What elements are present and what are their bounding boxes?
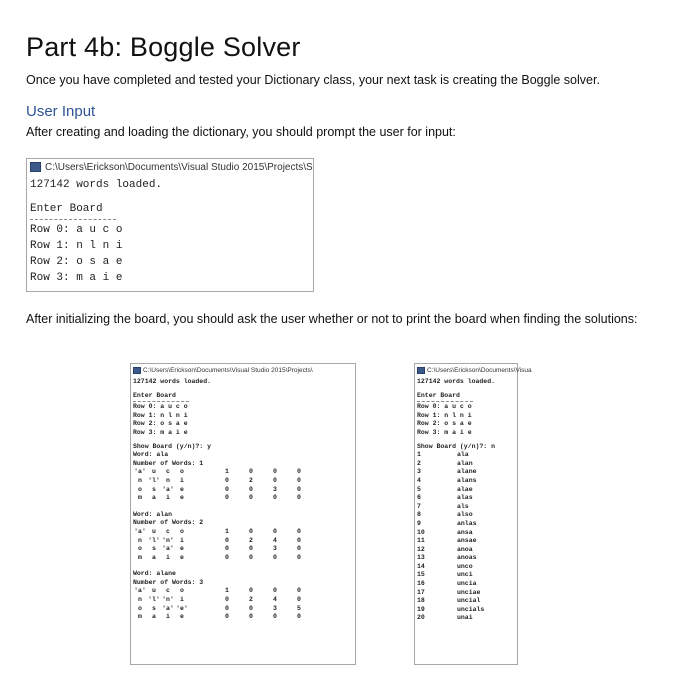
solution-row xyxy=(417,546,515,555)
board-cell: c xyxy=(166,527,170,535)
board-cell: u xyxy=(152,587,156,595)
solution-row xyxy=(417,614,515,623)
solution-number: 15 xyxy=(417,571,425,579)
divider xyxy=(133,401,189,402)
solution-word: alans xyxy=(457,476,477,484)
board-cell: u xyxy=(152,468,156,476)
board-row: Row 1: n l n i xyxy=(417,411,472,419)
solution-word: anoas xyxy=(457,554,477,562)
board-cell: n xyxy=(138,596,142,604)
path-order-cell: 0 xyxy=(249,527,253,535)
board-cell: e xyxy=(180,485,184,493)
path-order-cell: 0 xyxy=(225,494,229,502)
solution-number: 8 xyxy=(417,511,421,519)
loaded-message: 127142 words loaded. xyxy=(30,179,163,191)
solution-row xyxy=(417,606,515,615)
board-cell: i xyxy=(166,613,170,621)
loaded-message: 127142 words loaded. xyxy=(133,378,212,385)
path-order-cell: 0 xyxy=(225,545,229,553)
board-cell: 'a' xyxy=(162,485,174,493)
board-grid-row xyxy=(133,468,353,477)
board-cell: m xyxy=(138,494,142,502)
path-order-cell: 1 xyxy=(225,468,229,476)
path-order-cell: 0 xyxy=(225,485,229,493)
board-grid-row xyxy=(133,537,353,546)
solution-row xyxy=(417,571,515,580)
board-cell: 'a' xyxy=(134,587,146,595)
path-order-cell: 4 xyxy=(273,596,277,604)
path-order-cell: 0 xyxy=(297,527,301,535)
path-order-cell: 0 xyxy=(273,476,277,484)
path-order-cell: 0 xyxy=(225,604,229,612)
solution-row xyxy=(417,503,515,512)
solution-word: uncials xyxy=(457,605,485,613)
solution-word: unciae xyxy=(457,588,481,596)
board-grid-row xyxy=(133,605,353,614)
path-order-cell: 0 xyxy=(273,494,277,502)
solution-word: anlas xyxy=(457,519,477,527)
divider xyxy=(417,401,473,402)
board-cell: 'l' xyxy=(148,536,160,544)
path-order-cell: 0 xyxy=(297,485,301,493)
solution-row xyxy=(417,477,515,486)
console-icon xyxy=(417,367,425,374)
path-order-cell: 0 xyxy=(273,613,277,621)
console-titlebar xyxy=(27,159,313,175)
solution-word: alas xyxy=(457,494,473,502)
board-grid-row xyxy=(133,477,353,486)
board-row: Row 2: o s a e xyxy=(30,256,123,268)
solution-row xyxy=(417,468,515,477)
board-row: Row 3: m a i e xyxy=(30,272,123,284)
console-window-word-list xyxy=(414,363,532,665)
board-cell: m xyxy=(138,553,142,561)
path-order-cell: 0 xyxy=(249,553,253,561)
solution-number: 13 xyxy=(417,554,425,562)
word-count: Number of Words: 3 xyxy=(133,578,204,586)
board-cell: 'l' xyxy=(148,596,160,604)
board-grid-row xyxy=(133,587,353,596)
solution-word: unci xyxy=(457,571,473,579)
board-cell: s xyxy=(152,545,156,553)
solution-number: 5 xyxy=(417,485,421,493)
solution-row xyxy=(417,537,515,546)
solution-row xyxy=(417,486,515,495)
board-cell: o xyxy=(180,468,184,476)
solution-number: 16 xyxy=(417,580,425,588)
divider xyxy=(30,219,116,220)
board-row: Row 1: n l n i xyxy=(133,411,188,419)
path-order-cell: 0 xyxy=(249,545,253,553)
path-order-cell: 1 xyxy=(225,527,229,535)
board-cell: e xyxy=(180,553,184,561)
board-cell: 'a' xyxy=(162,545,174,553)
solution-number: 14 xyxy=(417,562,425,570)
solution-word: als xyxy=(457,502,469,510)
path-order-cell: 0 xyxy=(225,553,229,561)
solution-row xyxy=(417,589,515,598)
board-grid-row xyxy=(133,486,353,495)
board-cell: i xyxy=(180,596,184,604)
board-cell: e xyxy=(180,545,184,553)
path-order-cell: 2 xyxy=(249,596,253,604)
board-grid-row xyxy=(133,554,353,563)
path-order-cell: 0 xyxy=(249,485,253,493)
show-board-prompt: Show Board (y/n)?: y xyxy=(133,442,212,450)
solution-word: alane xyxy=(457,468,477,476)
solution-row xyxy=(417,451,515,460)
path-order-cell: 3 xyxy=(273,604,277,612)
solution-word: ansa xyxy=(457,528,473,536)
board-cell: 'a' xyxy=(162,604,174,612)
path-order-cell: 0 xyxy=(297,553,301,561)
board-cell: i xyxy=(180,536,184,544)
enter-board-label: Enter Board xyxy=(133,391,176,399)
board-cell: e xyxy=(180,494,184,502)
console-titlebar xyxy=(415,364,532,376)
board-grid-row xyxy=(133,596,353,605)
path-order-cell: 0 xyxy=(297,494,301,502)
solution-number: 7 xyxy=(417,502,421,510)
board-row: Row 3: m a i e xyxy=(417,428,472,436)
path-order-cell: 1 xyxy=(225,587,229,595)
path-order-cell: 0 xyxy=(225,536,229,544)
solution-word: unai xyxy=(457,614,473,622)
board-grid-row xyxy=(133,613,353,622)
path-order-cell: 3 xyxy=(273,485,277,493)
board-row: Row 2: o s a e xyxy=(417,420,472,428)
board-cell: o xyxy=(180,587,184,595)
board-cell: o xyxy=(180,527,184,535)
board-cell: 'n' xyxy=(162,596,174,604)
solution-row xyxy=(417,597,515,606)
board-row: Row 0: a u c o xyxy=(30,224,123,236)
board-cell: 'n' xyxy=(162,536,174,544)
board-grid-row xyxy=(133,545,353,554)
board-row: Row 3: m a i e xyxy=(133,428,188,436)
solution-word: also xyxy=(457,511,473,519)
section-heading: User Input xyxy=(26,103,96,120)
board-grid-row xyxy=(133,494,353,503)
board-row: Row 2: o s a e xyxy=(133,420,188,428)
board-cell: s xyxy=(152,485,156,493)
solution-row xyxy=(417,511,515,520)
board-cell: n xyxy=(138,536,142,544)
console-title: C:\Users\Erickson\Documents\Visua xyxy=(427,366,532,374)
solution-number: 2 xyxy=(417,459,421,467)
board-cell: e xyxy=(180,613,184,621)
path-order-cell: 0 xyxy=(273,587,277,595)
solution-row xyxy=(417,580,515,589)
path-order-cell: 3 xyxy=(273,545,277,553)
path-order-cell: 0 xyxy=(297,468,301,476)
show-board-prompt: Show Board (y/n)?: n xyxy=(417,442,496,450)
path-order-cell: 0 xyxy=(297,545,301,553)
solution-row xyxy=(417,563,515,572)
board-cell: i xyxy=(166,494,170,502)
path-order-cell: 0 xyxy=(297,587,301,595)
console-icon xyxy=(30,162,41,172)
board-cell: n xyxy=(166,476,170,484)
board-cell: a xyxy=(152,613,156,621)
enter-board-label: Enter Board xyxy=(30,203,103,215)
path-order-cell: 4 xyxy=(273,536,277,544)
path-order-cell: 0 xyxy=(249,468,253,476)
word-block xyxy=(133,570,353,622)
path-order-cell: 0 xyxy=(249,613,253,621)
board-row: Row 0: a u c o xyxy=(417,403,472,411)
solution-row xyxy=(417,529,515,538)
solution-word: uncia xyxy=(457,580,477,588)
solution-row xyxy=(417,554,515,563)
word-label: Word: alan xyxy=(133,510,173,518)
prompt-paragraph: After creating and loading the dictionary, you should prompt the user for input: xyxy=(26,125,456,139)
board-cell: o xyxy=(138,604,142,612)
solution-number: 19 xyxy=(417,605,425,613)
solution-row xyxy=(417,494,515,503)
path-order-cell: 0 xyxy=(225,476,229,484)
loaded-message: 127142 words loaded. xyxy=(417,378,496,385)
board-cell: 'a' xyxy=(134,468,146,476)
path-order-cell: 0 xyxy=(297,613,301,621)
solution-row xyxy=(417,460,515,469)
board-cell: u xyxy=(152,527,156,535)
path-order-cell: 0 xyxy=(273,527,277,535)
solution-word: ala xyxy=(457,451,469,459)
board-cell: c xyxy=(166,468,170,476)
solution-number: 17 xyxy=(417,588,425,596)
console-icon xyxy=(133,367,141,374)
board-cell: i xyxy=(180,476,184,484)
solution-number: 6 xyxy=(417,494,421,502)
word-block xyxy=(133,451,353,503)
path-order-cell: 2 xyxy=(249,536,253,544)
board-cell: m xyxy=(138,613,142,621)
word-count: Number of Words: 1 xyxy=(133,459,204,467)
console-window-input xyxy=(26,158,314,292)
board-cell: a xyxy=(152,494,156,502)
solution-word: alae xyxy=(457,485,473,493)
print-question-paragraph: After initializing the board, you should ask the user whether or not to print the board when finding the solutions: xyxy=(26,312,638,326)
path-order-cell: 0 xyxy=(273,468,277,476)
path-order-cell: 0 xyxy=(225,596,229,604)
solution-word: ansae xyxy=(457,537,477,545)
solution-word: uncial xyxy=(457,597,481,605)
board-row: Row 0: a u c o xyxy=(133,403,188,411)
board-cell: 'a' xyxy=(134,527,146,535)
word-block xyxy=(133,511,353,563)
word-label: Word: ala xyxy=(133,451,169,459)
solution-row xyxy=(417,520,515,529)
board-cell: o xyxy=(138,545,142,553)
path-order-cell: 0 xyxy=(297,476,301,484)
path-order-cell: 5 xyxy=(297,604,301,612)
board-cell: o xyxy=(138,485,142,493)
solution-number: 11 xyxy=(417,537,425,545)
board-cell: s xyxy=(152,604,156,612)
solution-number: 9 xyxy=(417,519,421,527)
board-cell: 'e' xyxy=(176,604,188,612)
solution-number: 4 xyxy=(417,476,421,484)
word-count: Number of Words: 2 xyxy=(133,519,204,527)
console-title: C:\Users\Erickson\Documents\Visual Studio 2015\Projects\S xyxy=(45,161,313,173)
solution-number: 12 xyxy=(417,545,425,553)
console-titlebar xyxy=(131,364,355,376)
solution-word: alan xyxy=(457,459,473,467)
solution-number: 3 xyxy=(417,468,421,476)
path-order-cell: 0 xyxy=(297,536,301,544)
solution-number: 10 xyxy=(417,528,425,536)
path-order-cell: 0 xyxy=(249,604,253,612)
path-order-cell: 0 xyxy=(273,553,277,561)
path-order-cell: 0 xyxy=(297,596,301,604)
intro-paragraph: Once you have completed and tested your Dictionary class, your next task is creating the Boggle solver. xyxy=(26,73,600,87)
path-order-cell: 0 xyxy=(249,494,253,502)
console-window-show-board xyxy=(130,363,356,665)
path-order-cell: 0 xyxy=(249,587,253,595)
console-title: C:\Users\Erickson\Documents\Visual Studio 2015\Projects\ xyxy=(143,366,313,374)
solution-number: 20 xyxy=(417,614,425,622)
word-label: Word: alane xyxy=(133,570,176,578)
solution-number: 1 xyxy=(417,451,421,459)
board-row: Row 1: n l n i xyxy=(30,240,123,252)
solution-number: 18 xyxy=(417,597,425,605)
page-title: Part 4b: Boggle Solver xyxy=(26,32,301,62)
enter-board-label: Enter Board xyxy=(417,391,460,399)
path-order-cell: 2 xyxy=(249,476,253,484)
board-cell: a xyxy=(152,553,156,561)
board-cell: i xyxy=(166,553,170,561)
solution-word: unco xyxy=(457,562,473,570)
board-cell: c xyxy=(166,587,170,595)
board-grid-row xyxy=(133,528,353,537)
board-cell: 'l' xyxy=(148,476,160,484)
path-order-cell: 0 xyxy=(225,613,229,621)
solution-word: anoa xyxy=(457,545,473,553)
board-cell: n xyxy=(138,476,142,484)
